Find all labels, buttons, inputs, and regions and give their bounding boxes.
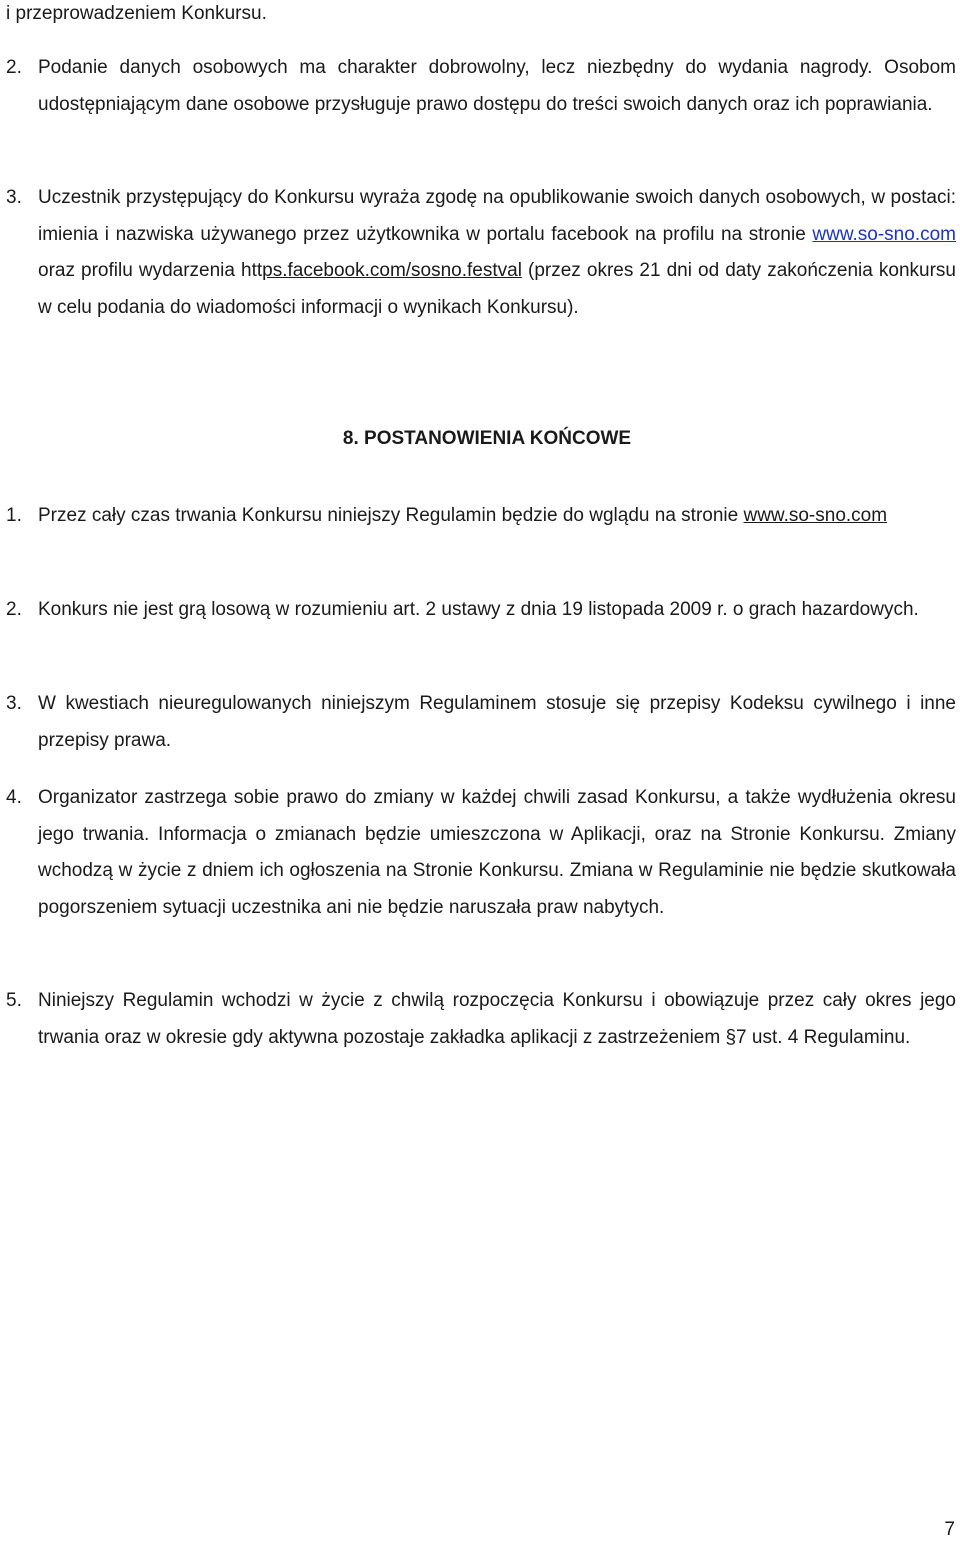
item-text: Organizator zastrzega sobie prawo do zmiany w każdej chwili zasad Konkursu, a także wydłużenia okresu jego trwania. Informacja o zmianach będzie umieszczona w Aplikacji, oraz na Stronie Konkursu. Zmiany wchodzą w życie z dniem ich ogłoszenia na Stronie Konkursu. Zmiana w Regulaminie nie będzie skutkowała pogorszeniem sytuacji uczestnika ani nie będzie naruszała praw nabytych.	[38, 787, 956, 918]
section-heading: 8. POSTANOWIENIA KOŃCOWE	[342, 428, 632, 449]
item-number: 1.	[6, 505, 22, 526]
item-number: 2.	[6, 599, 22, 620]
item-text-part: oraz profilu wydarzenia htt	[38, 260, 263, 281]
item-number: 4.	[6, 787, 22, 808]
website-link[interactable]: www.so-sno.com	[743, 505, 888, 526]
item-text: W kwestiach nieuregulowanych niniejszym Regulaminem stosuje się przepisy Kodeksu cywilnego i inne przepisy prawa.	[38, 693, 956, 751]
item-text-part: Przez cały czas trwania Konkursu niniejszy Regulamin będzie do wglądu na stronie	[38, 505, 744, 526]
page-number: 7	[944, 1519, 955, 1540]
item-text-part: Uczestnik przystępujący do Konkursu wyraża zgodę na opublikowanie swoich danych osobowych, w postaci: imienia i nazwiska używanego przez użytkownika w portalu facebook na profilu na stronie	[38, 187, 956, 245]
item-number: 3.	[6, 187, 22, 208]
item-number: 2.	[6, 57, 22, 78]
item-text: Konkurs nie jest grą losową w rozumieniu art. 2 ustawy z dnia 19 listopada 2009 r. o grach hazardowych.	[38, 599, 919, 620]
website-link[interactable]: www.so-sno.com	[812, 223, 956, 245]
item-number: 5.	[6, 990, 22, 1011]
item-text	[38, 180, 956, 326]
item-text: Niniejszy Regulamin wchodzi w życie z chwilą rozpoczęcia Konkursu i obowiązuje przez cały okres jego trwania oraz w okresie gdy aktywna pozostaje zakładka aplikacji z zastrzeżeniem §7 ust. 4 Regulaminu.	[38, 990, 956, 1048]
item-text-part: (przez okres 21 dni od daty zakończenia konkursu w celu podania do wiadomości informacji o wynikach Konkursu).	[38, 260, 956, 318]
item-number: 3.	[6, 693, 22, 714]
continued-text: i przeprowadzeniem Konkursu.	[6, 3, 267, 24]
item-text	[38, 498, 956, 535]
facebook-event-link[interactable]: ps.facebook.com/sosno.festval	[262, 260, 522, 281]
item-text: Podanie danych osobowych ma charakter dobrowolny, lecz niezbędny do wydania nagrody. Osobom udostępniającym dane osobowe przysługuje prawo dostępu do treści swoich danych oraz ich poprawiania.	[38, 57, 956, 115]
